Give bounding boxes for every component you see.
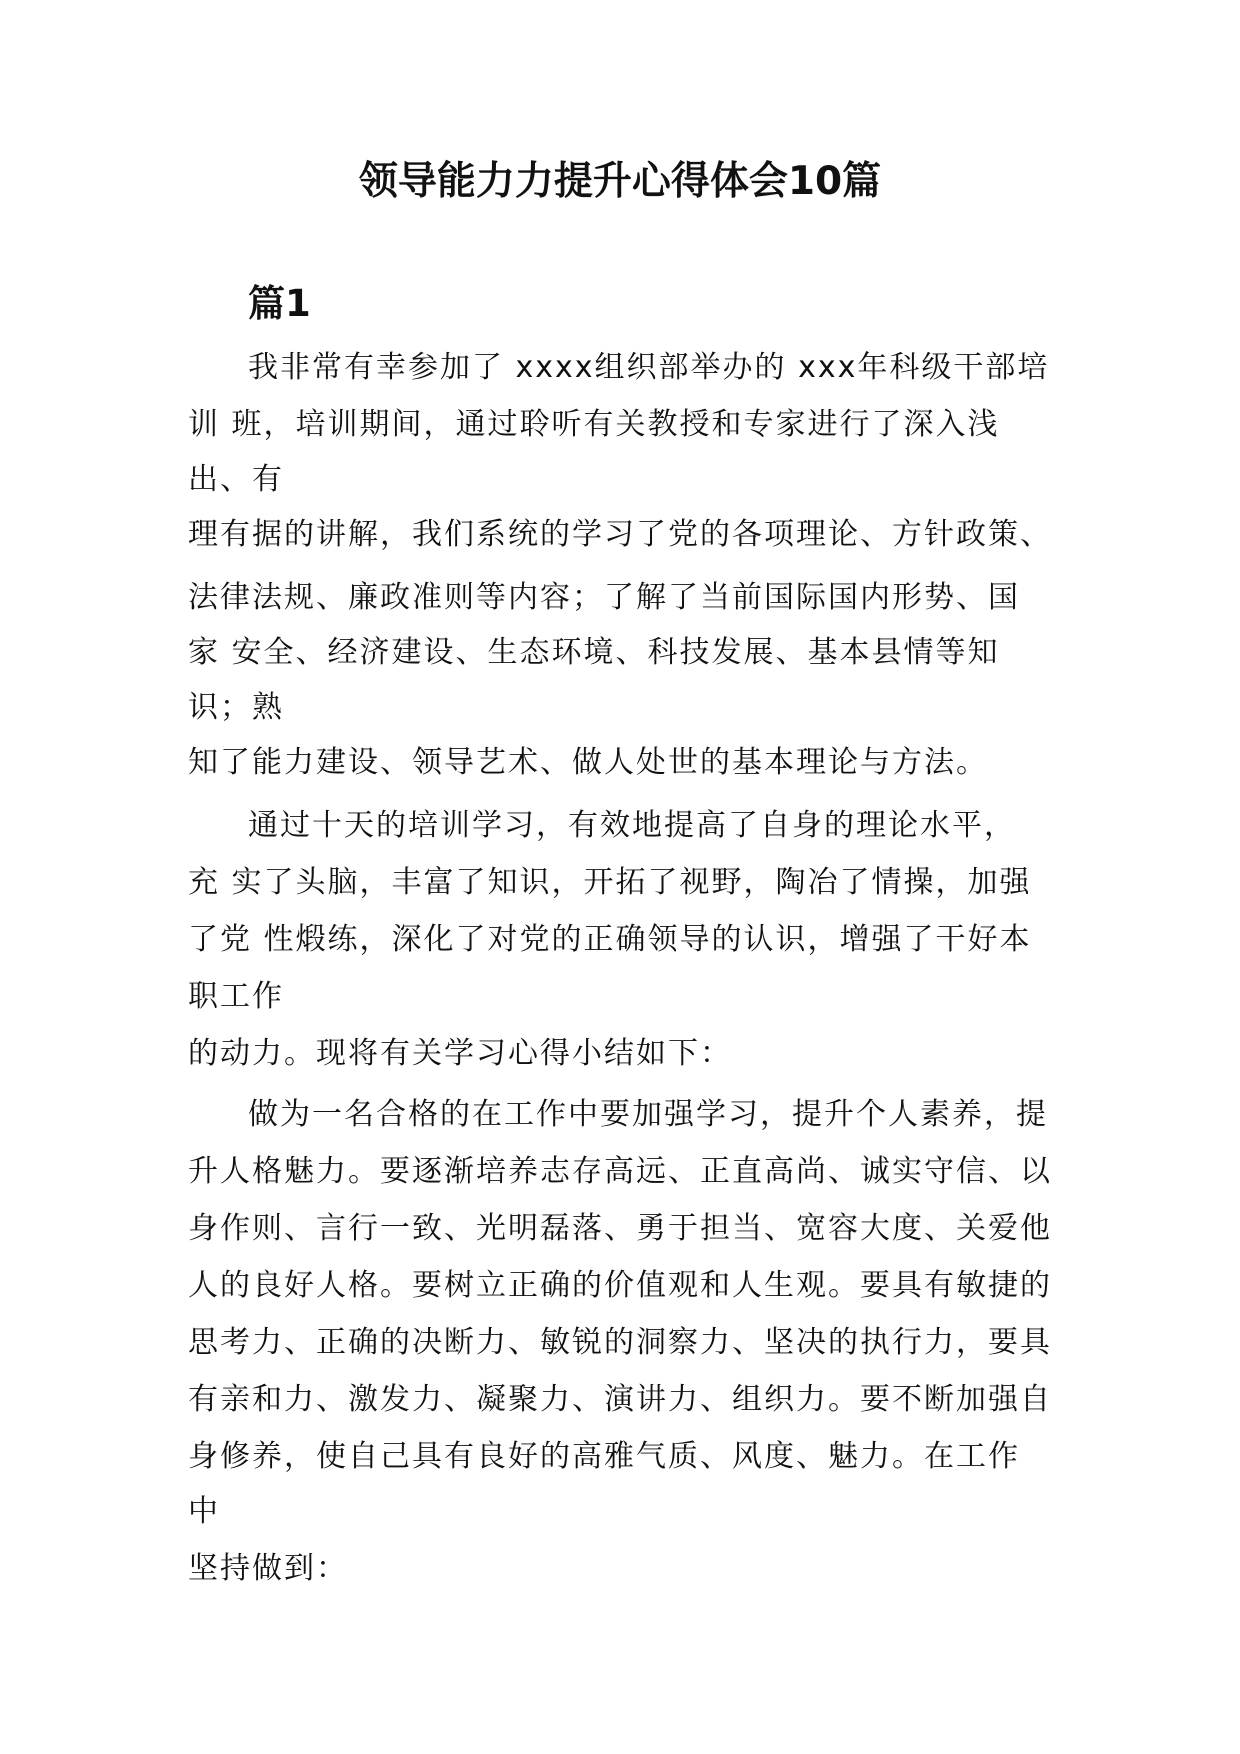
paragraph-line: 我非常有幸参加了 xxxx组织部举办的 xxx年科级干部培	[248, 350, 1050, 385]
paragraph-line: 理有据的讲解，我们系统的学习了党的各项理论、方针政策、	[188, 517, 1052, 552]
section-heading: 篇1	[248, 282, 311, 325]
paragraph-line: 法律法规、廉政准则等内容；了解了当前国际国内形势、国	[188, 580, 1020, 615]
paragraph-line: 了党 性煅练，深化了对党的正确领导的认识，增强了干好本	[188, 922, 1032, 957]
document-title: 领导能力力提升心得体会10篇	[358, 159, 882, 204]
paragraph-line: 知了能力建设、领导艺术、做人处世的基本理论与方法。	[188, 745, 988, 780]
paragraph-line: 训 班，培训期间，通过聆听有关教授和专家进行了深入浅	[188, 407, 1000, 442]
paragraph-line: 的动力。现将有关学习心得小结如下：	[188, 1036, 732, 1071]
paragraph-line: 升人格魅力。要逐渐培养志存高远、正直高尚、诚实守信、以	[188, 1154, 1052, 1189]
paragraph-line: 人的良好人格。要树立正确的价值观和人生观。要具有敏捷的	[188, 1268, 1052, 1303]
paragraph-line: 坚持做到：	[188, 1551, 348, 1586]
paragraph-line: 通过十天的培训学习，有效地提高了自身的理论水平，	[248, 808, 1016, 843]
paragraph-line: 识；熟	[188, 690, 284, 725]
paragraph-line: 家 安全、经济建设、生态环境、科技发展、基本县情等知	[188, 635, 1000, 670]
paragraph-line: 充 实了头脑，丰富了知识，开拓了视野，陶冶了情操，加强	[188, 865, 1032, 900]
paragraph-line: 职工作	[188, 979, 284, 1014]
paragraph-line: 身作则、言行一致、光明磊落、勇于担当、宽容大度、关爱他	[188, 1211, 1052, 1246]
paragraph-line: 出、有	[188, 462, 284, 497]
paragraph-line: 做为一名合格的在工作中要加强学习，提升个人素养，提	[248, 1097, 1048, 1132]
paragraph-line: 中	[188, 1494, 220, 1529]
paragraph-line: 思考力、正确的决断力、敏锐的洞察力、坚决的执行力，要具	[188, 1325, 1052, 1360]
paragraph-line: 有亲和力、激发力、凝聚力、演讲力、组织力。要不断加强自	[188, 1382, 1052, 1417]
paragraph-line: 身修养，使自己具有良好的高雅气质、风度、魅力。在工作	[188, 1439, 1020, 1474]
